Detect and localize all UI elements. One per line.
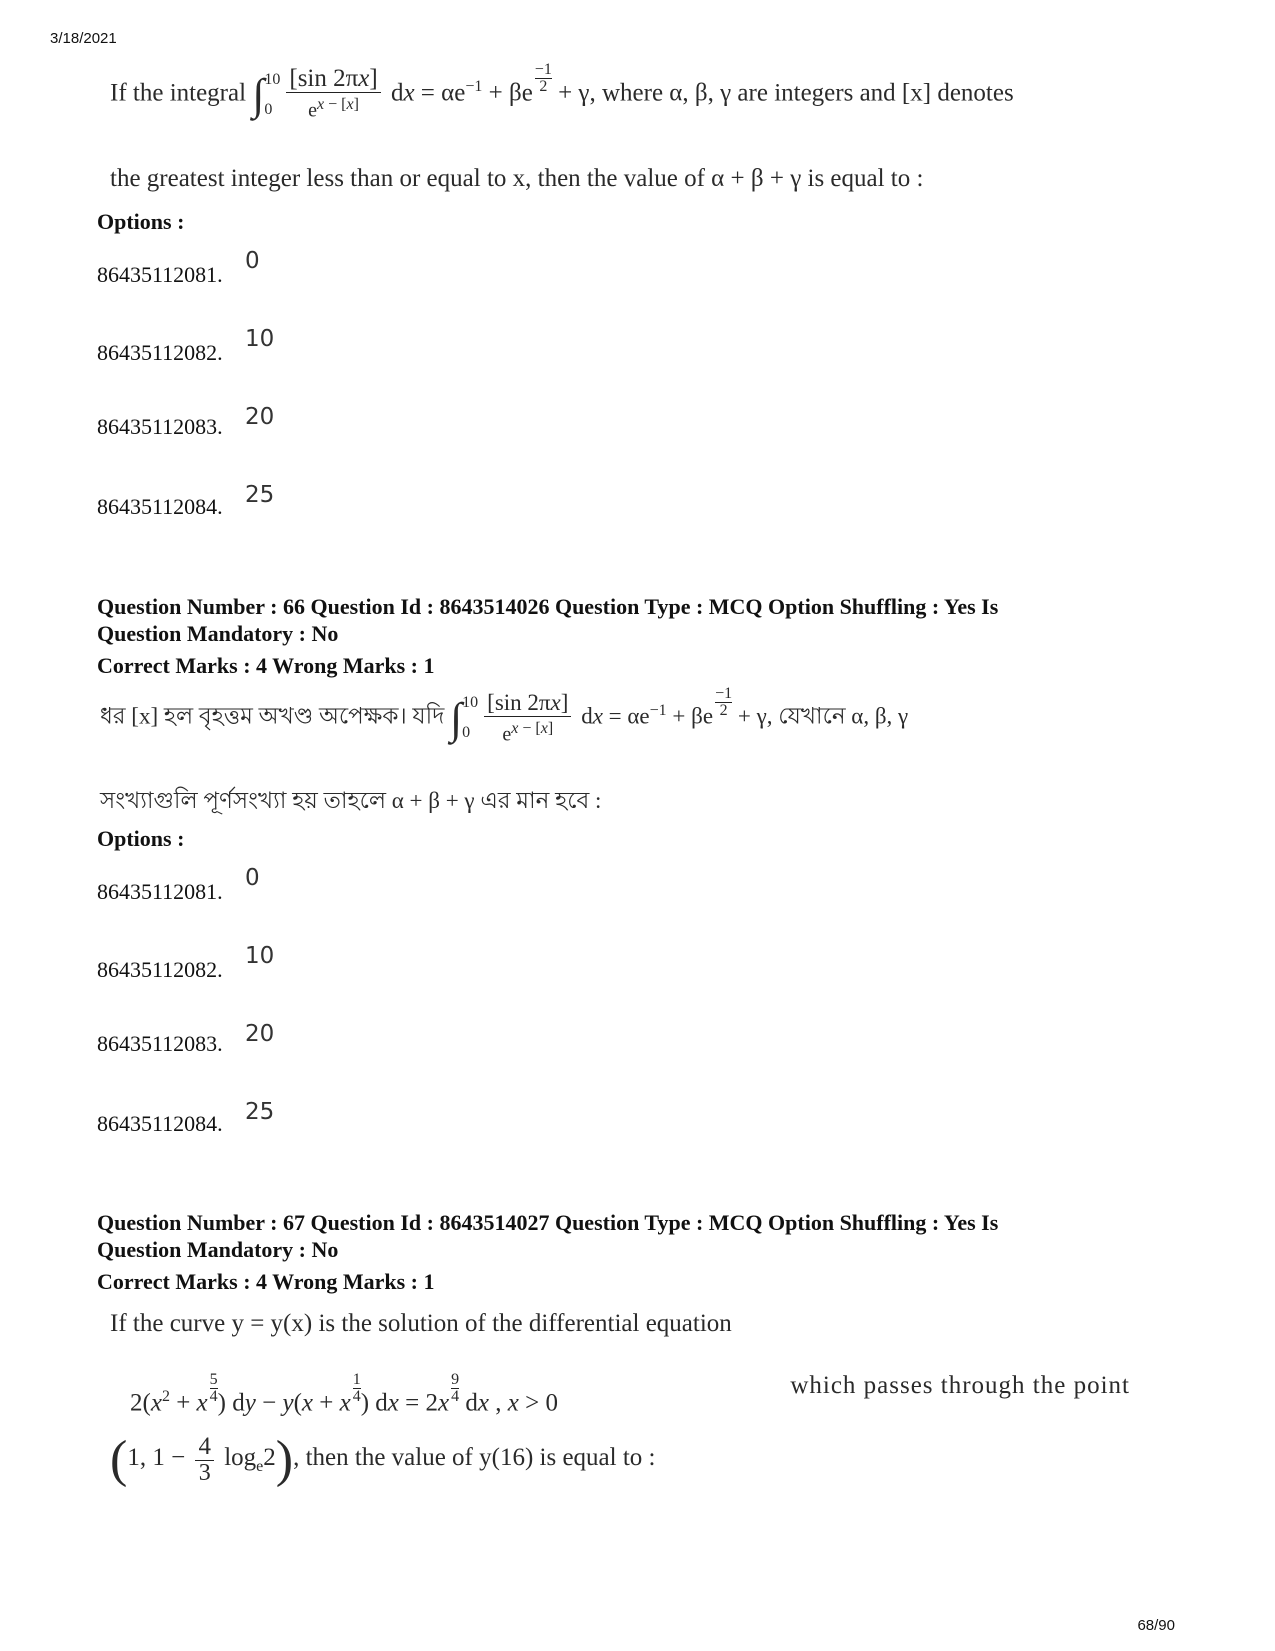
q65-option-3-id: 86435112083. <box>97 414 223 439</box>
q65-stem-line1: If the integral ∫ 10 0 $\frac{[\sin 2\pi x]}{e^{x - [x]}}$ dx = $\alpha e^{-1} + \beta e$ $\frac{-1}{2}$ + γ, where α, β, γ are integers and [x] denotes <box>110 61 1014 122</box>
q66-option-2-value: 10 <box>245 943 275 969</box>
q67-line3-suffix: , then the value of y(16) is equal to : <box>293 1444 656 1472</box>
q66-option-2-id: 86435112082. <box>97 957 223 982</box>
q67-equation-line: $2(x^2 + x$ $\frac{5}{4}$ ) dy − y(x + x $\frac{1}{4}$ ) dx = 2x $\frac{9}{4}$ dx , x > 0 which passes through the point <box>130 1371 1130 1417</box>
q66-option-3-value: 20 <box>245 1021 275 1047</box>
q65-option-1-value: 0 <box>245 248 260 274</box>
q67-meta-line2: Question Mandatory : No <box>97 1237 339 1262</box>
q66-marks: Correct Marks : 4 Wrong Marks : 1 <box>97 653 435 678</box>
q65-stem-line2: the greatest integer less than or equal to x, then the value of α + β + γ is equal to : <box>110 165 924 192</box>
q66-meta-line2: Question Mandatory : No <box>97 621 339 646</box>
q66-stem-prefix: ধর [x] হল বৃহত্তম অখণ্ড অপেক্ষক। যদি <box>100 703 445 729</box>
footer-page-number: 68/90 <box>1137 1617 1175 1634</box>
q65-option-3-value: 20 <box>245 404 275 430</box>
q66-option-4-value: 25 <box>245 1099 275 1125</box>
q66-option-1-id: 86435112081. <box>97 879 223 904</box>
q67-meta-line1: Question Number : 67 Question Id : 8643514027 Question Type : MCQ Option Shuffling : Yes Is <box>97 1210 999 1235</box>
q65-option-4-value: 25 <box>245 482 275 508</box>
q66-option-4-id: 86435112084. <box>97 1111 223 1136</box>
q65-option-2-value: 10 <box>245 326 275 352</box>
q65-options-label: Options : <box>97 209 185 234</box>
q66-option-3-id: 86435112083. <box>97 1031 223 1056</box>
q67-stem-line1: If the curve y = y(x) is the solution of the differential equation <box>110 1310 732 1337</box>
q67-line2-suffix: which passes through the point <box>790 1372 1130 1399</box>
q65-stem-prefix: If the integral <box>110 79 247 107</box>
q66-stem-suffix: , যেখানে α, β, γ <box>766 703 909 729</box>
q66-options-label: Options : <box>97 826 185 851</box>
header-date: 3/18/2021 <box>50 30 117 47</box>
q65-option-4-id: 86435112084. <box>97 494 223 519</box>
q66-option-1-value: 0 <box>245 865 260 891</box>
q66-meta-line1: Question Number : 66 Question Id : 8643514026 Question Type : MCQ Option Shuffling : Yes Is <box>97 594 999 619</box>
q65-option-1-id: 86435112081. <box>97 262 223 287</box>
q65-stem-suffix: , where α, β, γ are integers and [x] denotes <box>589 79 1014 107</box>
q65-option-2-id: 86435112082. <box>97 340 223 365</box>
q66-stem-line2: সংখ্যাগুলি পূর্ণসংখ্যা হয় তাহলে α + β + γ এর মান হবে : <box>100 788 602 813</box>
q66-stem-line1: ধর [x] হল বৃহত্তম অখণ্ড অপেক্ষক। যদি ∫ 10 0 $\frac{[\sin 2\pi x]}{e^{x - [x]}}$ dx = $\alpha e^{-1} + \beta e$ $\frac{-1}{2}$ + γ, যেখানে α, β, γ <box>100 685 909 746</box>
q67-point-line: (1, 1 − $\frac{4}{3}$ $\log_e2$), then the value of y(16) is equal to : <box>110 1431 656 1488</box>
q67-marks: Correct Marks : 4 Wrong Marks : 1 <box>97 1269 435 1294</box>
